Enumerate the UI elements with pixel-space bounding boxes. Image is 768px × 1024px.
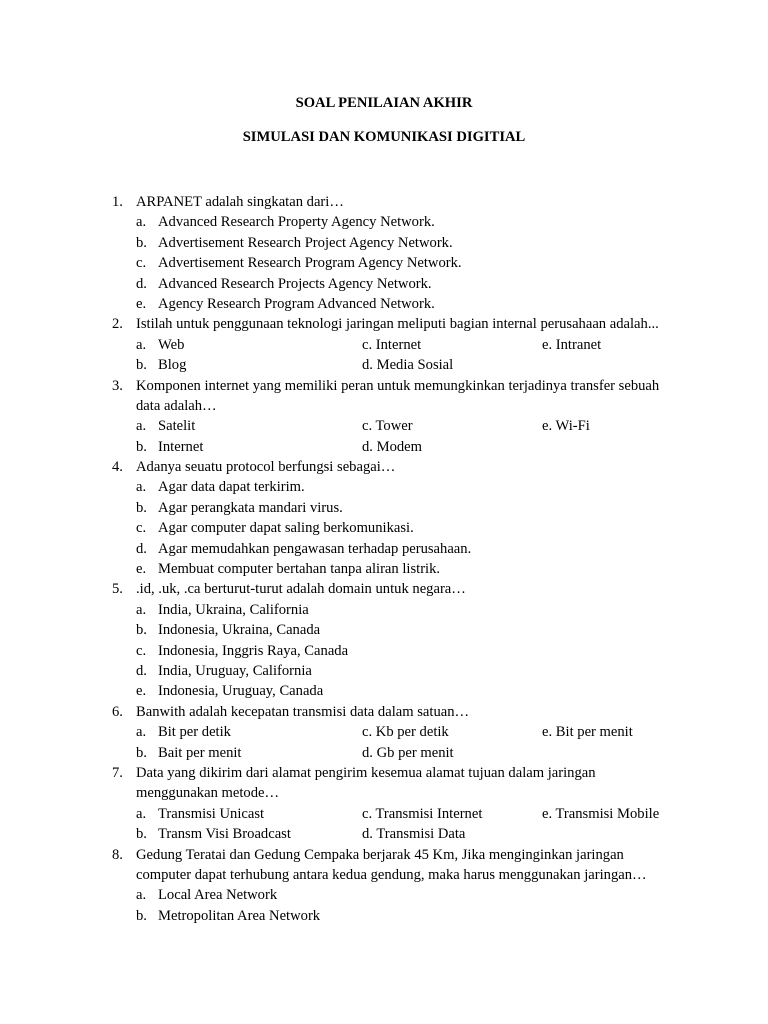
- option-row: [0, 681, 768, 701]
- option-text: c. Kb per detik: [362, 724, 449, 741]
- question-line: [0, 783, 768, 803]
- option-row: [0, 620, 768, 640]
- option-text: d. Media Sosial: [362, 357, 454, 374]
- option-row: [0, 661, 768, 681]
- option-letter: a.: [136, 724, 147, 741]
- option-letter: a.: [136, 805, 147, 822]
- option-letter: b.: [136, 826, 147, 843]
- option-text: e. Wi-Fi: [542, 418, 590, 435]
- option-row: [0, 212, 768, 232]
- option-letter: d.: [136, 540, 147, 557]
- option-text: Advertisement Research Program Agency Network.: [158, 255, 462, 272]
- option-row: [0, 743, 768, 763]
- option-letter: a.: [136, 214, 147, 231]
- option-letter: a.: [136, 479, 147, 496]
- option-row: [0, 498, 768, 518]
- question-item: [0, 763, 768, 845]
- option-letter: e.: [136, 683, 147, 700]
- question-line: [0, 314, 768, 334]
- question-number: 4.: [112, 459, 123, 476]
- option-text: India, Uruguay, California: [158, 662, 312, 679]
- option-text: Agar perangkata mandari virus.: [158, 499, 343, 516]
- question-text: Banwith adalah kecepatan transmisi data dalam satuan…: [136, 703, 470, 720]
- option-letter: b.: [136, 234, 147, 251]
- question-line: [0, 376, 768, 396]
- option-letter: c.: [136, 520, 147, 537]
- question-text: Istilah untuk penggunaan teknologi jaringan meliputi bagian internal perusahaan adalah...: [136, 316, 659, 333]
- option-row: [0, 437, 768, 457]
- option-row: [0, 539, 768, 559]
- option-text: Metropolitan Area Network: [158, 907, 321, 924]
- question-line: [0, 192, 768, 212]
- question-number: 5.: [112, 581, 123, 598]
- question-line: [0, 396, 768, 416]
- question-line: [0, 457, 768, 477]
- option-text: Transmisi Unicast: [158, 805, 265, 822]
- option-letter: e.: [136, 561, 147, 578]
- question-line: [0, 845, 768, 865]
- question-text: menggunakan metode…: [136, 785, 280, 802]
- question-number: 2.: [112, 316, 123, 333]
- option-row: [0, 906, 768, 926]
- option-text: d. Gb per menit: [362, 744, 454, 761]
- option-row: [0, 600, 768, 620]
- option-text: India, Ukraina, California: [158, 601, 309, 618]
- option-letter: b.: [136, 907, 147, 924]
- option-text: Advertisement Research Project Agency Network.: [158, 234, 453, 251]
- option-row: [0, 335, 768, 355]
- question-text: Komponen internet yang memiliki peran untuk memungkinkan terjadinya transfer sebuah: [136, 377, 660, 394]
- question-item: [0, 702, 768, 763]
- option-text: Transm Visi Broadcast: [158, 826, 291, 843]
- option-text: Membuat computer bertahan tanpa aliran listrik.: [158, 561, 441, 578]
- option-text: c. Transmisi Internet: [362, 805, 483, 822]
- question-text: ARPANET adalah singkatan dari…: [136, 194, 344, 210]
- option-letter: a.: [136, 601, 147, 618]
- question-text: data adalah…: [136, 397, 217, 414]
- option-text: Web: [158, 336, 185, 353]
- option-row: [0, 233, 768, 253]
- option-letter: b.: [136, 357, 147, 374]
- option-text: e. Transmisi Mobile: [542, 805, 660, 822]
- option-text: Satelit: [158, 418, 196, 435]
- question-list: [0, 192, 768, 926]
- option-text: Internet: [158, 438, 204, 455]
- question-text: computer dapat terhubung antara kedua gendung, maka harus menggunakan jaringan…: [136, 866, 647, 883]
- option-row: [0, 274, 768, 294]
- question-item: [0, 579, 768, 701]
- question-number: 1.: [112, 194, 123, 210]
- option-letter: a.: [136, 336, 147, 353]
- question-line: [0, 865, 768, 885]
- option-letter: c.: [136, 642, 147, 659]
- option-text: e. Bit per menit: [542, 724, 633, 741]
- question-line: [0, 702, 768, 722]
- document-title: SOAL PENILAIAN AKHIR: [295, 95, 473, 111]
- option-row: [0, 559, 768, 579]
- option-text: Local Area Network: [158, 887, 278, 904]
- option-letter: c.: [136, 255, 147, 272]
- question-text: Data yang dikirim dari alamat pengirim kesemua alamat tujuan dalam jaringan: [136, 764, 596, 781]
- question-number: 6.: [112, 703, 123, 720]
- option-text: d. Transmisi Data: [362, 826, 466, 843]
- option-text: Indonesia, Uruguay, Canada: [158, 683, 324, 700]
- option-row: [0, 355, 768, 375]
- option-text: Indonesia, Inggris Raya, Canada: [158, 642, 349, 659]
- option-text: c. Internet: [362, 336, 422, 353]
- option-letter: a.: [136, 887, 147, 904]
- option-letter: b.: [136, 622, 147, 639]
- option-row: [0, 722, 768, 742]
- option-text: Indonesia, Ukraina, Canada: [158, 622, 321, 639]
- option-text: e. Intranet: [542, 336, 602, 353]
- question-number: 3.: [112, 377, 123, 394]
- question-text: Gedung Teratai dan Gedung Cempaka berjarak 45 Km, Jika menginginkan jaringan: [136, 846, 624, 863]
- option-letter: b.: [136, 438, 147, 455]
- question-line: [0, 763, 768, 783]
- option-text: Agency Research Program Advanced Network.: [158, 295, 435, 312]
- option-text: Agar data dapat terkirim.: [158, 479, 305, 496]
- option-letter: b.: [136, 499, 147, 516]
- option-row: [0, 824, 768, 844]
- question-item: [0, 314, 768, 375]
- option-text: c. Tower: [362, 418, 413, 435]
- question-item: [0, 192, 768, 314]
- option-row: [0, 477, 768, 497]
- option-text: Bait per menit: [158, 744, 242, 761]
- option-row: [0, 518, 768, 538]
- question-line: [0, 579, 768, 599]
- option-row: [0, 416, 768, 436]
- option-text: Agar computer dapat saling berkomunikasi.: [158, 520, 414, 537]
- question-item: [0, 845, 768, 927]
- option-text: Agar memudahkan pengawasan terhadap perusahaan.: [158, 540, 472, 557]
- question-number: 7.: [112, 764, 123, 781]
- option-text: Advanced Research Projects Agency Network.: [158, 275, 432, 292]
- question-text: Adanya seuatu protocol berfungsi sebagai…: [136, 459, 396, 476]
- option-text: d. Modem: [362, 438, 422, 455]
- option-text: Bit per detik: [158, 724, 231, 741]
- question-number: 8.: [112, 846, 123, 863]
- question-item: [0, 376, 768, 458]
- option-row: [0, 885, 768, 905]
- option-letter: d.: [136, 275, 147, 292]
- option-letter: a.: [136, 418, 147, 435]
- option-row: [0, 804, 768, 824]
- question-item: [0, 457, 768, 579]
- document-subtitle: SIMULASI DAN KOMUNIKASI DIGITIAL: [242, 129, 526, 145]
- option-text: Blog: [158, 357, 187, 374]
- option-letter: d.: [136, 662, 147, 679]
- option-letter: b.: [136, 744, 147, 761]
- option-row: [0, 253, 768, 273]
- option-row: [0, 641, 768, 661]
- question-text: .id, .uk, .ca berturut-turut adalah domain untuk negara…: [136, 581, 466, 598]
- option-text: Advanced Research Property Agency Network.: [158, 214, 435, 231]
- option-row: [0, 294, 768, 314]
- option-letter: e.: [136, 295, 147, 312]
